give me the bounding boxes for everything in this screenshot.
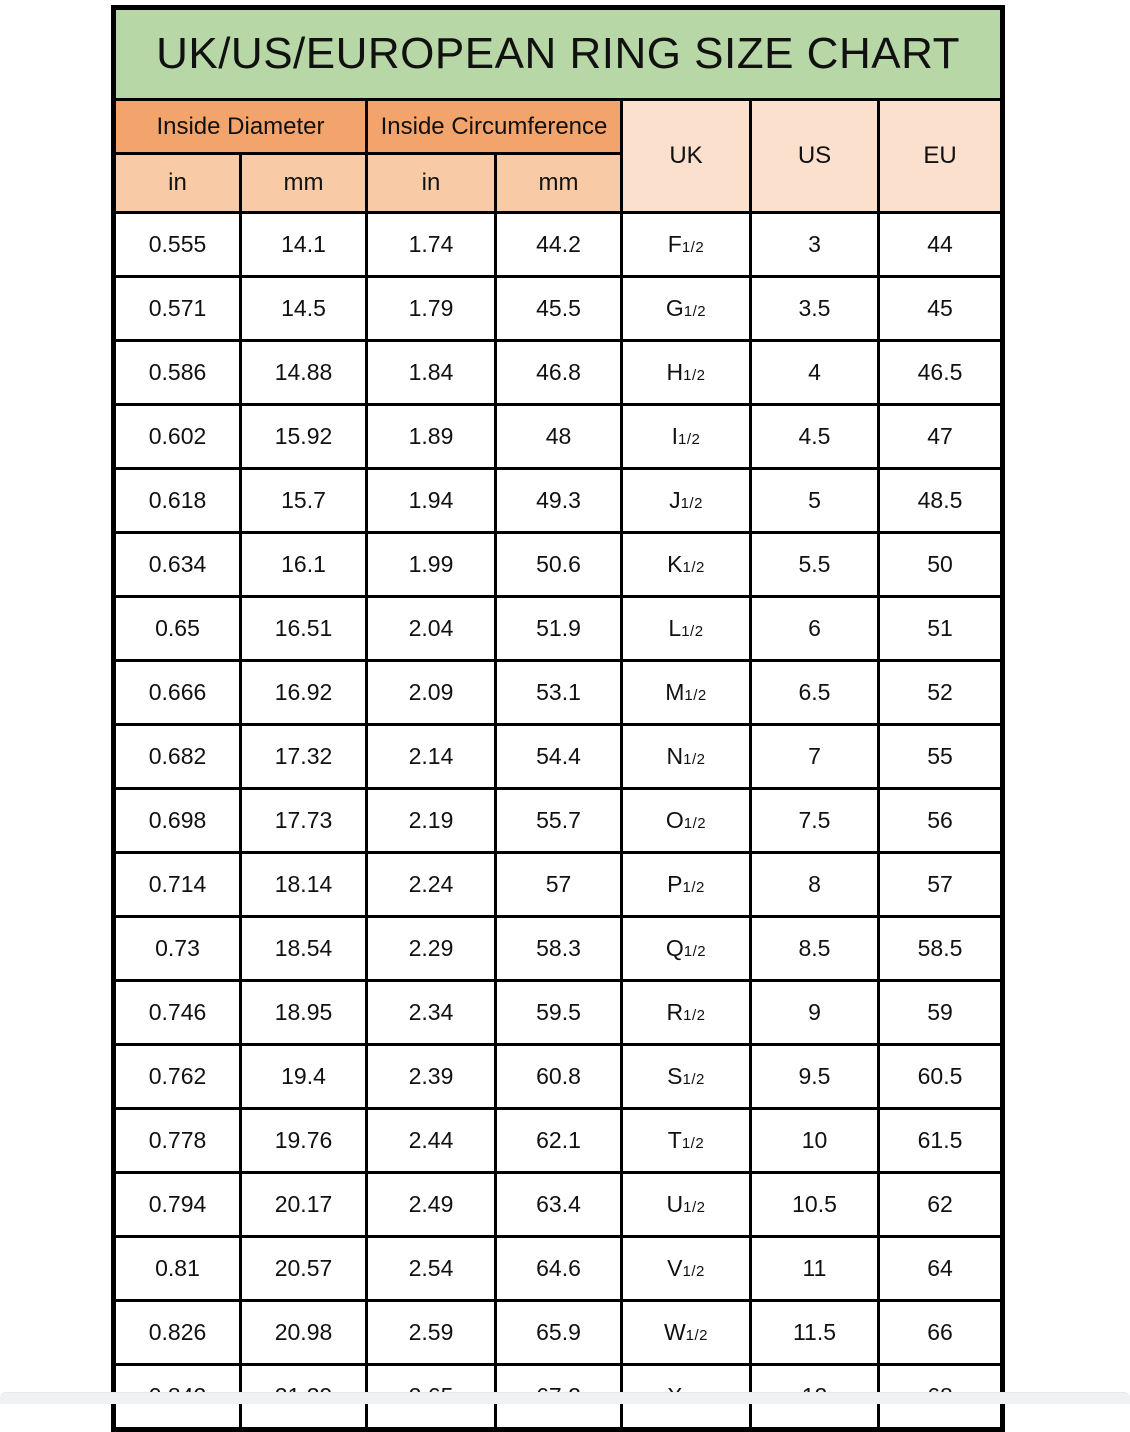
cell-diameter-in: 0.81 bbox=[114, 1237, 241, 1301]
uk-size-letter: I bbox=[671, 423, 679, 449]
cell-circumference-mm: 65.9 bbox=[496, 1301, 622, 1365]
cell-uk-size bbox=[622, 277, 751, 341]
cell-uk-size bbox=[622, 533, 751, 597]
cell-circumference-in: 2.34 bbox=[367, 981, 496, 1045]
ring-size-chart bbox=[111, 5, 1000, 1432]
cell-eu-size: 59 bbox=[879, 981, 1003, 1045]
cell-circumference-mm: 57 bbox=[496, 853, 622, 917]
cell-circumference-in: 1.89 bbox=[367, 405, 496, 469]
uk-size-fraction: 1/2 bbox=[682, 1071, 705, 1088]
table-row bbox=[114, 1173, 1003, 1237]
cell-uk-size bbox=[622, 661, 751, 725]
cell-eu-size: 44 bbox=[879, 213, 1003, 277]
table-row bbox=[114, 405, 1003, 469]
cell-uk-size bbox=[622, 1237, 751, 1301]
cell-us-size: 11 bbox=[751, 1237, 879, 1301]
uk-size-fraction: 1/2 bbox=[678, 431, 701, 448]
uk-size-letter: U bbox=[666, 1191, 684, 1217]
table-row bbox=[114, 789, 1003, 853]
cell-diameter-in: 0.586 bbox=[114, 341, 241, 405]
cell-eu-size: 62 bbox=[879, 1173, 1003, 1237]
cell-diameter-mm: 20.17 bbox=[241, 1173, 367, 1237]
cell-uk-size bbox=[622, 917, 751, 981]
cell-circumference-in: 2.39 bbox=[367, 1045, 496, 1109]
cell-us-size: 10 bbox=[751, 1109, 879, 1173]
cell-diameter-in: 0.714 bbox=[114, 853, 241, 917]
cell-eu-size: 51 bbox=[879, 597, 1003, 661]
table-row bbox=[114, 725, 1003, 789]
cell-eu-size: 66 bbox=[879, 1301, 1003, 1365]
cell-diameter-mm: 17.32 bbox=[241, 725, 367, 789]
col-header-circumference-mm: mm bbox=[496, 154, 622, 213]
cell-us-size: 7 bbox=[751, 725, 879, 789]
cell-diameter-in: 0.618 bbox=[114, 469, 241, 533]
chart-title-row bbox=[114, 8, 1003, 100]
uk-size-letter: K bbox=[667, 551, 683, 577]
cell-uk-size bbox=[622, 725, 751, 789]
cell-circumference-in: 2.44 bbox=[367, 1109, 496, 1173]
table-row bbox=[114, 277, 1003, 341]
cell-circumference-mm: 46.8 bbox=[496, 341, 622, 405]
cell-circumference-in: 2.04 bbox=[367, 597, 496, 661]
cell-circumference-in: 2.14 bbox=[367, 725, 496, 789]
cell-us-size: 5 bbox=[751, 469, 879, 533]
cell-us-size: 4.5 bbox=[751, 405, 879, 469]
cell-diameter-mm: 20.57 bbox=[241, 1237, 367, 1301]
cell-eu-size: 55 bbox=[879, 725, 1003, 789]
uk-size-fraction: 1/2 bbox=[685, 1327, 709, 1344]
uk-size-letter: Q bbox=[665, 935, 684, 961]
uk-size-fraction: 1/2 bbox=[684, 687, 707, 704]
table-row bbox=[114, 1045, 1003, 1109]
cell-us-size: 7.5 bbox=[751, 789, 879, 853]
cell-eu-size: 45 bbox=[879, 277, 1003, 341]
cell-circumference-in: 1.74 bbox=[367, 213, 496, 277]
cell-diameter-mm: 15.92 bbox=[241, 405, 367, 469]
cell-circumference-in: 2.29 bbox=[367, 917, 496, 981]
table-row bbox=[114, 853, 1003, 917]
table-row bbox=[114, 1237, 1003, 1301]
cell-circumference-mm: 50.6 bbox=[496, 533, 622, 597]
uk-size-fraction: 1/2 bbox=[683, 367, 706, 384]
cell-uk-size bbox=[622, 981, 751, 1045]
cell-circumference-in: 2.19 bbox=[367, 789, 496, 853]
col-header-us: US bbox=[751, 100, 879, 213]
uk-size-fraction: 1/2 bbox=[681, 239, 705, 256]
cell-us-size: 9.5 bbox=[751, 1045, 879, 1109]
cell-us-size: 3.5 bbox=[751, 277, 879, 341]
cell-circumference-in: 2.59 bbox=[367, 1301, 496, 1365]
ring-size-chart-table bbox=[111, 5, 1005, 1432]
uk-size-fraction: 1/2 bbox=[683, 1007, 706, 1024]
table-row bbox=[114, 661, 1003, 725]
table-row bbox=[114, 1109, 1003, 1173]
cell-uk-size bbox=[622, 1173, 751, 1237]
bottom-bar bbox=[0, 1392, 1130, 1404]
cell-us-size: 11.5 bbox=[751, 1301, 879, 1365]
cell-circumference-mm: 63.4 bbox=[496, 1173, 622, 1237]
uk-size-letter: H bbox=[666, 359, 684, 385]
cell-circumference-in: 1.94 bbox=[367, 469, 496, 533]
cell-circumference-mm: 54.4 bbox=[496, 725, 622, 789]
cell-uk-size bbox=[622, 405, 751, 469]
cell-circumference-in: 2.54 bbox=[367, 1237, 496, 1301]
uk-size-letter: L bbox=[668, 615, 682, 641]
uk-size-fraction: 1/2 bbox=[680, 495, 703, 512]
cell-uk-size bbox=[622, 213, 751, 277]
cell-us-size: 8.5 bbox=[751, 917, 879, 981]
cell-eu-size: 60.5 bbox=[879, 1045, 1003, 1109]
cell-eu-size: 56 bbox=[879, 789, 1003, 853]
cell-uk-size bbox=[622, 469, 751, 533]
uk-size-letter: N bbox=[666, 743, 684, 769]
cell-circumference-in: 2.24 bbox=[367, 853, 496, 917]
cell-circumference-mm: 60.8 bbox=[496, 1045, 622, 1109]
cell-uk-size bbox=[622, 341, 751, 405]
col-header-diameter-mm: mm bbox=[241, 154, 367, 213]
uk-size-letter: R bbox=[666, 999, 684, 1025]
uk-size-letter: J bbox=[669, 487, 681, 513]
uk-size-fraction: 1/2 bbox=[683, 1199, 706, 1216]
uk-size-letter: P bbox=[667, 871, 683, 897]
uk-size-fraction: 1/2 bbox=[681, 1135, 705, 1152]
cell-us-size: 9 bbox=[751, 981, 879, 1045]
uk-size-letter: F bbox=[667, 231, 682, 257]
cell-diameter-mm: 16.92 bbox=[241, 661, 367, 725]
cell-eu-size: 50 bbox=[879, 533, 1003, 597]
cell-circumference-mm: 59.5 bbox=[496, 981, 622, 1045]
cell-us-size: 3 bbox=[751, 213, 879, 277]
cell-diameter-mm: 17.73 bbox=[241, 789, 367, 853]
cell-uk-size bbox=[622, 789, 751, 853]
cell-eu-size: 57 bbox=[879, 853, 1003, 917]
table-row bbox=[114, 533, 1003, 597]
table-row bbox=[114, 917, 1003, 981]
cell-diameter-mm: 14.88 bbox=[241, 341, 367, 405]
uk-size-letter: S bbox=[667, 1063, 683, 1089]
uk-size-fraction: 1/2 bbox=[683, 751, 706, 768]
table-row bbox=[114, 981, 1003, 1045]
uk-size-letter: M bbox=[665, 679, 685, 705]
cell-eu-size: 61.5 bbox=[879, 1109, 1003, 1173]
cell-diameter-in: 0.778 bbox=[114, 1109, 241, 1173]
cell-diameter-mm: 19.4 bbox=[241, 1045, 367, 1109]
cell-circumference-mm: 64.6 bbox=[496, 1237, 622, 1301]
cell-diameter-mm: 19.76 bbox=[241, 1109, 367, 1173]
uk-size-fraction: 1/2 bbox=[682, 1263, 705, 1280]
cell-diameter-in: 0.746 bbox=[114, 981, 241, 1045]
table-row bbox=[114, 1301, 1003, 1365]
table-row bbox=[114, 213, 1003, 277]
cell-diameter-mm: 15.7 bbox=[241, 469, 367, 533]
cell-eu-size: 64 bbox=[879, 1237, 1003, 1301]
cell-circumference-mm: 51.9 bbox=[496, 597, 622, 661]
group-header-row bbox=[114, 100, 1003, 154]
cell-diameter-in: 0.698 bbox=[114, 789, 241, 853]
col-header-diameter-in: in bbox=[114, 154, 241, 213]
uk-size-fraction: 1/2 bbox=[681, 623, 704, 640]
table-row bbox=[114, 597, 1003, 661]
cell-eu-size: 52 bbox=[879, 661, 1003, 725]
uk-size-letter: G bbox=[665, 295, 684, 321]
cell-circumference-mm: 62.1 bbox=[496, 1109, 622, 1173]
cell-uk-size bbox=[622, 1045, 751, 1109]
cell-circumference-mm: 53.1 bbox=[496, 661, 622, 725]
cell-diameter-in: 0.762 bbox=[114, 1045, 241, 1109]
cell-diameter-in: 0.602 bbox=[114, 405, 241, 469]
cell-diameter-in: 0.826 bbox=[114, 1301, 241, 1365]
cell-circumference-in: 1.99 bbox=[367, 533, 496, 597]
cell-diameter-mm: 16.51 bbox=[241, 597, 367, 661]
cell-eu-size: 47 bbox=[879, 405, 1003, 469]
uk-size-fraction: 1/2 bbox=[683, 303, 707, 320]
cell-circumference-in: 2.49 bbox=[367, 1173, 496, 1237]
cell-circumference-mm: 45.5 bbox=[496, 277, 622, 341]
cell-us-size: 6.5 bbox=[751, 661, 879, 725]
col-header-circumference-in: in bbox=[367, 154, 496, 213]
cell-uk-size bbox=[622, 853, 751, 917]
cell-circumference-in: 1.84 bbox=[367, 341, 496, 405]
col-group-inside-circumference: Inside Circumference bbox=[367, 100, 622, 154]
cell-us-size: 6 bbox=[751, 597, 879, 661]
cell-eu-size: 48.5 bbox=[879, 469, 1003, 533]
cell-eu-size: 46.5 bbox=[879, 341, 1003, 405]
cell-diameter-mm: 18.14 bbox=[241, 853, 367, 917]
uk-size-letter: O bbox=[665, 807, 684, 833]
cell-diameter-in: 0.73 bbox=[114, 917, 241, 981]
uk-size-fraction: 1/2 bbox=[683, 815, 707, 832]
cell-eu-size: 58.5 bbox=[879, 917, 1003, 981]
cell-circumference-mm: 55.7 bbox=[496, 789, 622, 853]
cell-circumference-in: 2.09 bbox=[367, 661, 496, 725]
cell-circumference-in: 1.79 bbox=[367, 277, 496, 341]
table-row bbox=[114, 469, 1003, 533]
uk-size-fraction: 1/2 bbox=[682, 879, 705, 896]
chart-title: UK/US/EUROPEAN RING SIZE CHART bbox=[114, 8, 1003, 100]
cell-diameter-mm: 14.5 bbox=[241, 277, 367, 341]
cell-us-size: 4 bbox=[751, 341, 879, 405]
cell-circumference-mm: 48 bbox=[496, 405, 622, 469]
uk-size-fraction: 1/2 bbox=[683, 943, 707, 960]
cell-circumference-mm: 44.2 bbox=[496, 213, 622, 277]
cell-diameter-in: 0.666 bbox=[114, 661, 241, 725]
col-header-uk: UK bbox=[622, 100, 751, 213]
cell-diameter-mm: 14.1 bbox=[241, 213, 367, 277]
cell-circumference-mm: 49.3 bbox=[496, 469, 622, 533]
cell-diameter-in: 0.794 bbox=[114, 1173, 241, 1237]
cell-us-size: 8 bbox=[751, 853, 879, 917]
cell-diameter-mm: 16.1 bbox=[241, 533, 367, 597]
cell-diameter-in: 0.634 bbox=[114, 533, 241, 597]
uk-size-fraction: 1/2 bbox=[682, 559, 705, 576]
col-header-eu: EU bbox=[879, 100, 1003, 213]
cell-diameter-mm: 18.95 bbox=[241, 981, 367, 1045]
cell-circumference-mm: 58.3 bbox=[496, 917, 622, 981]
uk-size-letter: V bbox=[667, 1255, 683, 1281]
col-group-inside-diameter: Inside Diameter bbox=[114, 100, 367, 154]
table-body bbox=[114, 213, 1003, 1430]
cell-uk-size bbox=[622, 1109, 751, 1173]
cell-diameter-in: 0.682 bbox=[114, 725, 241, 789]
cell-diameter-mm: 20.98 bbox=[241, 1301, 367, 1365]
uk-size-letter: T bbox=[667, 1127, 682, 1153]
cell-us-size: 5.5 bbox=[751, 533, 879, 597]
uk-size-letter: W bbox=[663, 1319, 686, 1345]
cell-diameter-in: 0.555 bbox=[114, 213, 241, 277]
table-row bbox=[114, 341, 1003, 405]
cell-uk-size bbox=[622, 597, 751, 661]
cell-diameter-in: 0.65 bbox=[114, 597, 241, 661]
cell-diameter-in: 0.571 bbox=[114, 277, 241, 341]
cell-us-size: 10.5 bbox=[751, 1173, 879, 1237]
cell-diameter-mm: 18.54 bbox=[241, 917, 367, 981]
cell-uk-size bbox=[622, 1301, 751, 1365]
